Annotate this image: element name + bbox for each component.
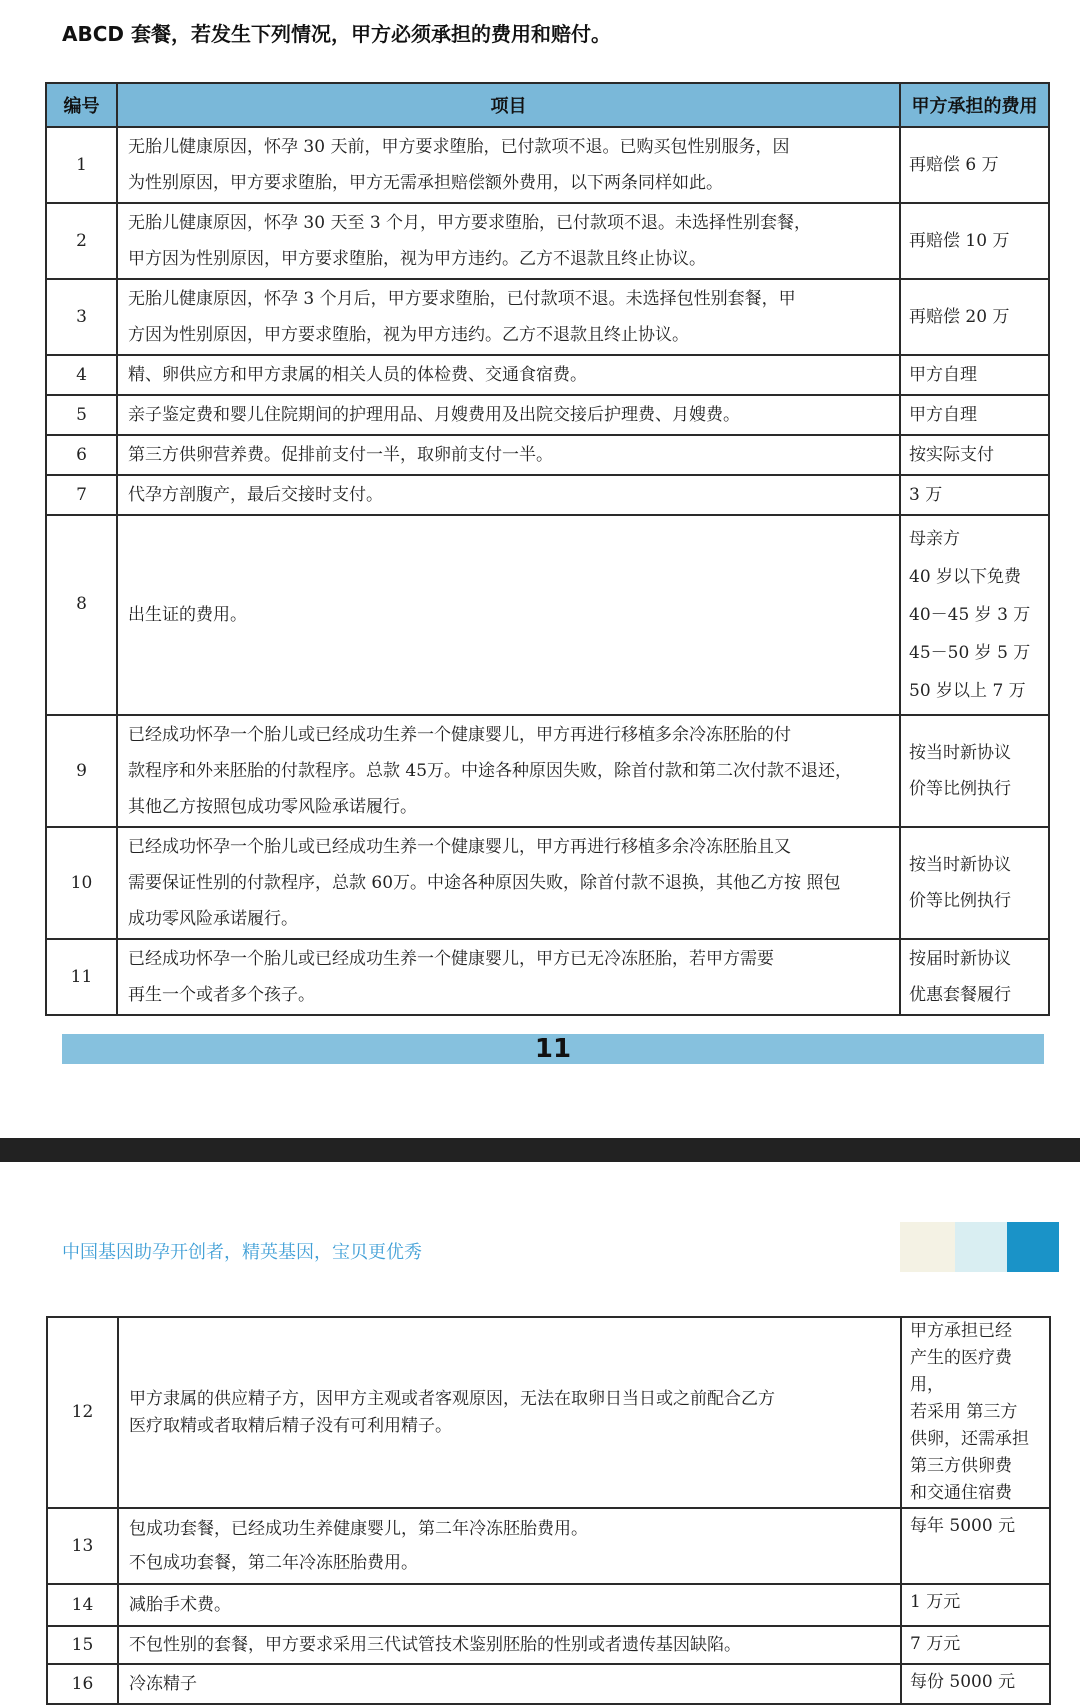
row-number: 7 <box>46 475 117 515</box>
fee-line: 再赔偿 20 万 <box>909 307 1010 327</box>
table-row <box>47 1317 1050 1508</box>
fee-line: 每份 5000 元 <box>910 1672 1016 1692</box>
header-item: 项目 <box>117 83 900 127</box>
table-row <box>46 203 1049 279</box>
row-item <box>117 395 900 435</box>
color-swatch-light-blue <box>955 1222 1007 1272</box>
row-fee <box>900 127 1049 203</box>
item-line: 再生一个或者多个孩子。 <box>128 985 315 1005</box>
row-number: 10 <box>46 827 117 939</box>
fee-line: 若采用 第三方 <box>910 1402 1018 1422</box>
row-number: 9 <box>46 715 117 827</box>
table-row <box>46 355 1049 395</box>
fee-line: 再赔偿 6 万 <box>909 155 999 175</box>
fee-line: 供卵，还需承担 <box>910 1429 1029 1449</box>
item-line: 已经成功怀孕一个胎儿或已经成功生养一个健康婴儿，甲方再进行移植多余冷冻胚胎的付 <box>128 725 791 745</box>
item-line: 亲子鉴定费和婴儿住院期间的护理用品、月嫂费用及出院交接后护理费、月嫂费。 <box>128 405 740 425</box>
table-row <box>46 515 1049 715</box>
fee-line: 价等比例执行 <box>909 891 1011 911</box>
item-line: 为性别原因，甲方要求堕胎，甲方无需承担赔偿额外费用，以下两条同样如此。 <box>128 173 723 193</box>
table-row <box>47 1584 1050 1626</box>
row-item <box>117 435 900 475</box>
row-number: 15 <box>47 1626 118 1664</box>
table-row <box>46 395 1049 435</box>
row-number: 14 <box>47 1584 118 1626</box>
fee-line: 按当时新协议 <box>909 743 1011 763</box>
fee-line: 甲方自理 <box>909 365 977 385</box>
table-row <box>47 1664 1050 1704</box>
fee-line: 母亲方 <box>909 529 960 549</box>
row-fee <box>900 203 1049 279</box>
item-line: 无胎儿健康原因，怀孕 30 天前，甲方要求堕胎，已付款项不退。已购买包性别服务，因 <box>128 137 790 157</box>
row-fee <box>901 1584 1050 1626</box>
item-line: 甲方隶属的供应精子方，因甲方主观或者客观原因，无法在取卵日当日或之前配合乙方 <box>129 1388 775 1409</box>
table-row <box>46 435 1049 475</box>
fee-line: 7 万元 <box>910 1634 961 1654</box>
fee-line: 优惠套餐履行 <box>909 985 1011 1005</box>
fee-line: 甲方承担已经 <box>910 1321 1012 1341</box>
row-number: 8 <box>46 515 117 715</box>
row-item <box>117 939 900 1015</box>
row-item <box>117 355 900 395</box>
row-number: 3 <box>46 279 117 355</box>
row-item <box>118 1508 901 1584</box>
item-line: 无胎儿健康原因，怀孕 3 个月后，甲方要求堕胎，已付款项不退。未选择包性别套餐，甲 <box>128 289 796 309</box>
fee-line: 第三方供卵费 <box>910 1456 1012 1476</box>
table-row <box>47 1626 1050 1664</box>
row-number: 13 <box>47 1508 118 1584</box>
item-line: 款程序和外来胚胎的付款程序。总款 45万。中途各种原因失败，除首付款和第二次付款不退还， <box>128 761 853 781</box>
row-item <box>117 279 900 355</box>
item-line: 包成功套餐，已经成功生养健康婴儿，第二年冷冻胚胎费用。 <box>129 1519 588 1539</box>
row-item <box>118 1626 901 1664</box>
item-line: 出生证的费用。 <box>128 605 247 625</box>
fee-table-2 <box>46 1316 1051 1705</box>
fee-line: 价等比例执行 <box>909 779 1011 799</box>
table-row <box>46 475 1049 515</box>
fee-line: 50 岁以上 7 万 <box>909 681 1026 701</box>
row-fee <box>900 395 1049 435</box>
row-number: 4 <box>46 355 117 395</box>
row-item <box>118 1664 901 1704</box>
row-fee <box>900 827 1049 939</box>
row-number: 2 <box>46 203 117 279</box>
row-fee <box>901 1626 1050 1664</box>
page-heading: ABCD 套餐，若发生下列情况，甲方必须承担的费用和赔付。 <box>62 22 611 46</box>
row-number: 6 <box>46 435 117 475</box>
item-line: 医疗取精或者取精后精子没有可利用精子。 <box>129 1415 452 1436</box>
fee-line: 按当时新协议 <box>909 855 1011 875</box>
row-item <box>117 715 900 827</box>
page-number-bar <box>62 1034 1044 1064</box>
table-row <box>47 1508 1050 1584</box>
item-line: 代孕方剖腹产，最后交接时支付。 <box>128 485 383 505</box>
fee-line: 40 岁以下免费 <box>909 567 1022 587</box>
table-row <box>46 939 1049 1015</box>
item-line: 已经成功怀孕一个胎儿或已经成功生养一个健康婴儿，甲方再进行移植多余冷冻胚胎且又 <box>128 837 791 857</box>
row-fee <box>901 1317 1050 1508</box>
row-fee <box>900 435 1049 475</box>
row-item <box>118 1317 901 1508</box>
item-line: 减胎手术费。 <box>129 1595 231 1615</box>
row-item <box>118 1584 901 1626</box>
row-item <box>117 127 900 203</box>
page-number: 11 <box>534 1034 572 1064</box>
row-fee <box>900 475 1049 515</box>
item-line: 成功零风险承诺履行。 <box>128 909 298 929</box>
row-item <box>117 515 900 715</box>
item-line: 甲方因为性别原因，甲方要求堕胎，视为甲方违约。乙方不退款且终止协议。 <box>128 249 706 269</box>
row-number: 12 <box>47 1317 118 1508</box>
fee-line: 按届时新协议 <box>909 949 1011 969</box>
item-line: 精、卵供应方和甲方隶属的相关人员的体检费、交通食宿费。 <box>128 365 587 385</box>
row-fee <box>900 279 1049 355</box>
fee-line: 45－50 岁 5 万 <box>909 643 1031 663</box>
item-line: 需要保证性别的付款程序，总款 60万。中途各种原因失败，除首付款不退换，其他乙方按 照包 <box>128 873 841 893</box>
item-line: 不包性别的套餐，甲方要求采用三代试管技术鉴别胚胎的性别或者遗传基因缺陷。 <box>129 1635 741 1655</box>
table-row <box>46 827 1049 939</box>
page-divider <box>0 1138 1080 1162</box>
row-fee <box>900 515 1049 715</box>
item-line: 已经成功怀孕一个胎儿或已经成功生养一个健康婴儿，甲方已无冷冻胚胎，若甲方需要 <box>128 949 774 969</box>
fee-line: 40－45 岁 3 万 <box>909 605 1031 625</box>
table-row <box>46 279 1049 355</box>
table-row <box>46 715 1049 827</box>
item-line: 无胎儿健康原因，怀孕 30 天至 3 个月，甲方要求堕胎，已付款项不退。未选择性别套餐， <box>128 213 812 233</box>
item-line: 其他乙方按照包成功零风险承诺履行。 <box>128 797 417 817</box>
row-number: 11 <box>46 939 117 1015</box>
row-fee <box>900 939 1049 1015</box>
item-line: 冷冻精子 <box>129 1674 197 1694</box>
row-item <box>117 475 900 515</box>
item-line: 第三方供卵营养费。促排前支付一半，取卵前支付一半。 <box>128 445 553 465</box>
row-fee <box>901 1664 1050 1704</box>
row-item <box>117 203 900 279</box>
color-swatch-blue <box>1007 1222 1059 1272</box>
fee-line: 1 万元 <box>910 1592 961 1612</box>
row-number: 5 <box>46 395 117 435</box>
fee-line: 按实际支付 <box>909 445 994 465</box>
row-fee <box>900 355 1049 395</box>
header-fee: 甲方承担的费用 <box>900 83 1049 127</box>
row-fee <box>901 1508 1050 1584</box>
header-number: 编号 <box>46 83 117 127</box>
fee-line: 再赔偿 10 万 <box>909 231 1010 251</box>
row-number: 1 <box>46 127 117 203</box>
row-fee <box>900 715 1049 827</box>
fee-line: 产生的医疗费用， <box>910 1348 1012 1395</box>
fee-line: 3 万 <box>909 485 943 505</box>
fee-line: 甲方自理 <box>909 405 977 425</box>
fee-table-1 <box>45 82 1050 1016</box>
item-line: 方因为性别原因，甲方要求堕胎，视为甲方违约。乙方不退款且终止协议。 <box>128 325 689 345</box>
table-row <box>46 127 1049 203</box>
item-line: 不包成功套餐，第二年冷冻胚胎费用。 <box>129 1553 418 1573</box>
fee-line: 和交通住宿费 <box>910 1483 1012 1503</box>
row-item <box>117 827 900 939</box>
color-swatch-cream <box>900 1222 955 1272</box>
table-header-row <box>46 83 1049 127</box>
fee-line: 每年 5000 元 <box>910 1516 1016 1536</box>
row-number: 16 <box>47 1664 118 1704</box>
slogan: 中国基因助孕开创者，精英基因，宝贝更优秀 <box>62 1242 422 1263</box>
